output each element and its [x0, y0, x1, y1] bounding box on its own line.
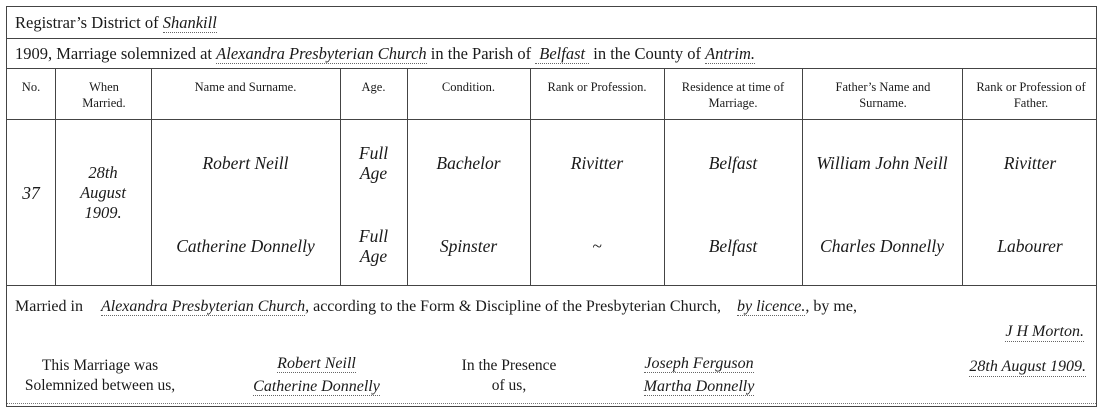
column-header: When Married.: [82, 80, 126, 110]
age-line: Age: [359, 163, 388, 183]
solemnized-between: [15, 356, 185, 396]
title-line: [15, 44, 755, 64]
column-header: Age.: [361, 80, 386, 94]
footer-church: Alexandra Presbyterian Church: [100, 298, 306, 315]
witness-signature: Martha Donnelly: [643, 378, 755, 395]
column-header: Rank or Profession.: [547, 80, 647, 94]
column-header: Residence at time of Marriage.: [681, 80, 785, 110]
date-line: August: [80, 183, 126, 202]
date-line: 1909.: [84, 203, 122, 222]
column-header: Condition.: [441, 80, 496, 94]
married-in-label: Married in: [15, 298, 83, 315]
bride-profession: ~: [592, 236, 602, 256]
row-divider: [7, 119, 1096, 120]
marriage-certificate: [6, 6, 1097, 407]
column-header: Name and Surname.: [194, 80, 297, 94]
groom-condition: Bachelor: [436, 153, 501, 173]
by-me: , by me,: [805, 298, 857, 315]
groom-profession: Rivitter: [570, 153, 624, 173]
marriage-date: [55, 163, 151, 223]
according-text: , according to the Form & Discipline of the Presbyterian Church,: [305, 298, 721, 315]
row-divider: [7, 38, 1096, 39]
entry-number: 37: [22, 183, 40, 203]
footer-date: 28th August 1909.: [969, 358, 1086, 375]
column-header: Father’s Name and Surname.: [835, 80, 931, 110]
title-parish: Belfast: [535, 44, 589, 64]
district-label: Registrar’s District of: [15, 13, 159, 32]
groom-father-profession: Rivitter: [1003, 153, 1057, 173]
licence: by licence.: [737, 298, 806, 315]
title-in-county: in the County of: [593, 44, 701, 63]
officiant-signature: J H Morton.: [1005, 323, 1084, 340]
presence-line: In the Presence: [461, 357, 557, 374]
title-county: Antrim.: [705, 44, 756, 63]
bride-age: [340, 226, 407, 266]
date-line: 28th: [88, 163, 118, 182]
bride-father-profession: Labourer: [997, 236, 1063, 256]
column-header: Rank or Profession of Father.: [976, 80, 1086, 110]
witness-signatures: [619, 352, 779, 398]
column-header: No.: [21, 80, 41, 94]
groom-father-name: William John Neill: [816, 153, 948, 173]
between-line: This Marriage was: [41, 357, 159, 374]
bride-signature: Catherine Donnelly: [253, 378, 380, 395]
bride-condition: Spinster: [439, 236, 498, 256]
district-line: [15, 13, 217, 33]
title-in-parish: in the Parish of: [430, 44, 532, 63]
signature-baseline: [7, 403, 1096, 404]
title-church: Alexandra Presbyterian Church: [216, 44, 427, 63]
age-line: Full: [358, 143, 389, 163]
couple-signatures: [229, 352, 404, 398]
groom-age: [340, 143, 407, 183]
presence-line: of us,: [491, 377, 527, 394]
bride-residence: Belfast: [708, 236, 758, 256]
in-presence: [439, 356, 579, 396]
row-divider: [7, 285, 1096, 286]
title-year: 1909, Marriage solemnized at: [15, 44, 213, 63]
age-line: Age: [359, 246, 388, 266]
between-line: Solemnized between us,: [24, 377, 176, 394]
age-line: Full: [358, 226, 389, 246]
groom-signature: Robert Neill: [277, 355, 356, 372]
groom-residence: Belfast: [708, 153, 758, 173]
married-in-line: [15, 298, 857, 316]
groom-name: Robert Neill: [202, 153, 289, 173]
district-value: Shankill: [162, 13, 217, 32]
bride-name: Catherine Donnelly: [176, 236, 315, 256]
row-divider: [7, 68, 1096, 69]
bride-father-name: Charles Donnelly: [820, 236, 944, 256]
witness-signature: Joseph Ferguson: [644, 355, 754, 372]
